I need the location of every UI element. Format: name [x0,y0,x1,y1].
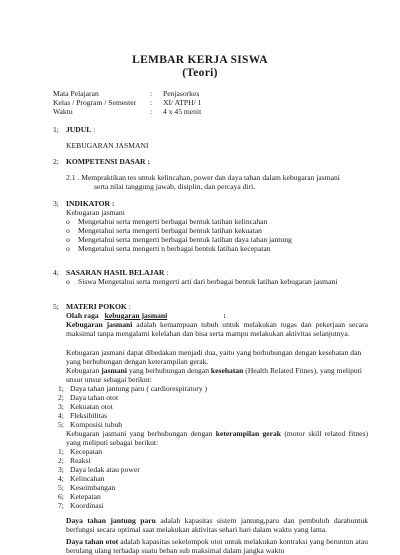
list-item-text: Kelincahan [70,474,105,483]
list-item [66,226,262,235]
list-item-text: Kecepatan [70,447,103,456]
sasaran-label: SASARAN HASIL BELAJAR [66,268,165,277]
section-number-judul: 1; [53,125,59,134]
list-item [58,474,105,483]
list-number: 3; [58,465,64,474]
materi-paragraph-2: Kebugaran jasmani dapat dibedakan menjadi dua, yaitu yang berhubungan dengan kesehatan dan yang berhubungan dengan keterampilan gerak. [66,348,362,366]
bullet-icon: o [66,235,70,244]
section-heading-sasaran [66,268,168,277]
list-item [58,456,91,465]
materi-paragraph-3 [66,366,368,384]
sasaran-suffix: : [164,268,169,277]
section-heading-kompetensi: KOMPETENSI DASAR : [66,157,150,166]
list-item-text: Reaksi [70,456,91,465]
list-number: 1; [58,447,64,456]
meta-value-class: XI/ ATPH/ 1 [163,98,202,107]
judul-suffix: : [91,125,96,134]
para4-b: (motor skill related fitnes) yang meliputi sebagai berikut: [66,429,368,447]
materi-subheading-a: Olah raga [66,311,99,320]
list-item [58,447,102,456]
list-item [58,501,104,510]
section-heading-materi [66,302,131,311]
bullet-icon: o [66,277,70,286]
list-number: 7; [58,501,64,510]
para6-bold: Daya tahan otot [66,537,119,546]
para3-c: (Health Related Fitnes), yang meliputi unsur unsur sebagai berikut: [66,366,362,384]
list-item [66,217,267,226]
list-item-text: Daya tahan otot [70,393,119,402]
para3-b: yang berhubungan dengan [126,366,211,375]
list-number: 6; [58,492,64,501]
materi-paragraph-5 [66,516,368,534]
para4-a: Kebugaran jasmani yang berhubungan dengan [66,429,216,438]
list-item-text: Siswa Mengetahui serta mengerti arti dari berbagai bentuk latihan kebugaran jasmani [78,277,338,286]
section-number-indikator: 3; [53,199,59,208]
list-item [58,492,101,501]
judul-label: JUDUL [66,125,92,134]
para5-bold: Daya tahan jantung paru [66,516,156,525]
list-item-text: Keseimbangan [70,483,116,492]
kompetensi-line-2: serta nilai tanggung jawab, disiplin, dan percaya diri. [94,182,256,191]
kompetensi-line-1: 2.1 . Mempraktikan tes untuk kelincahan, power dan daya tahan dalam kebugaran jasmani [66,173,340,182]
section-number-sasaran: 4; [53,268,59,277]
list-number: 5; [58,420,64,429]
list-item [66,244,271,253]
meta-label-time: Waktu [53,107,73,116]
materi-subheading-colon: : [223,311,226,320]
para3-a: Kebugaran [66,366,102,375]
meta-sep-time: : [150,107,153,116]
list-number: 2; [58,456,64,465]
page-subtitle: (Teori) [182,67,218,79]
list-item-text: Komposisi tubuh [70,420,123,429]
para4-bold: keterampilan gerak [215,429,282,438]
materi-paragraph-4 [66,429,368,447]
meta-value-subject: Penjasorkes [163,89,200,98]
judul-value: KEBUGARAN JASMANI [66,141,149,150]
para5-rest: adalah kapasitas sistem jantung,paru dan pembuluh darahuntuk berfungsi secara optimal saat melakukan aktivitas sehari hari dalam waktu yang lama. [66,516,369,534]
list-item [58,393,118,402]
materi-label: MATERI POKOK [66,302,127,311]
list-item-text: Kekuatan otot [70,402,113,411]
section-number-kompetensi: 2; [53,157,59,166]
section-heading-judul [66,125,95,134]
bullet-icon: o [66,226,70,235]
list-item [58,402,113,411]
list-item [58,465,140,474]
list-item [58,420,122,429]
list-item-text: Mengetahui serta mengerti berbagai bentuk latihan daya tahan jantung [78,235,292,244]
list-item-text: Daya tahan jantung paru ( cardiorespiratory ) [70,384,208,393]
list-item [66,277,337,286]
list-item [58,411,107,420]
materi-definition [66,320,368,338]
list-item-text: Koordinasi [70,501,104,510]
list-number: 2; [58,393,64,402]
materi-paragraph-6 [66,537,368,555]
list-number: 3; [58,402,64,411]
page-title: LEMBAR KERJA SISWA [132,54,268,66]
materi-subheading-b: kebugaran jasmani [104,311,168,320]
para3-bold: jasmani [101,366,127,375]
definition-term: Kebugaran jasmani [66,320,133,329]
bullet-icon: o [66,244,70,253]
meta-label-class: Kelas / Program / Semester [53,98,137,107]
list-item-text: Ketepatan [70,492,101,501]
bullet-icon: o [66,217,70,226]
list-item-text: Mengetahui serta mengerti berbagai bentuk latihan kelincahan [78,217,268,226]
para6-rest: adalah kapasitas sekelompok otot untuk melakukan kontraksi yang beruntun atau berulang ulang terhadap suatu beban sub maksimal dalam jangka waktu [66,537,368,555]
list-item [58,483,115,492]
list-item-text: Fleksibilitas [70,411,108,420]
materi-suffix: : [126,302,131,311]
list-number: 5; [58,483,64,492]
list-item-text: Mengetahui serta mengerti berbagai bentuk latihan kekuatan [78,226,262,235]
meta-value-time: 4 x 45 menit [163,107,202,116]
materi-subheading [66,311,226,320]
list-item-text: Mengetahui serta mengerti n berbagai bentuk latihan kecepatan [78,244,271,253]
meta-sep-subject: : [150,89,153,98]
definition-text: adalah kemampuan tubuh untuk melakukan tugas dan pekerjaan secara maksimal tanpa mengalami kelelahan dan bisa serta mampu melakukan aktivitas selanjutnya. [66,320,368,338]
meta-sep-class: : [150,98,153,107]
list-item [66,235,292,244]
meta-label-subject: Mata Pelajaran [53,89,99,98]
list-number: 4; [58,474,64,483]
section-number-materi: 5; [53,302,59,311]
list-number: 4; [58,411,64,420]
para3-bold2: kesehatan [210,366,244,375]
list-item-text: Daya ledak atau power [70,465,140,474]
list-item [58,384,207,393]
list-number: 1; [58,384,64,393]
indikator-intro: Kebugaran jasmani [66,208,125,217]
section-heading-indikator: INDIKATOR : [66,199,115,208]
